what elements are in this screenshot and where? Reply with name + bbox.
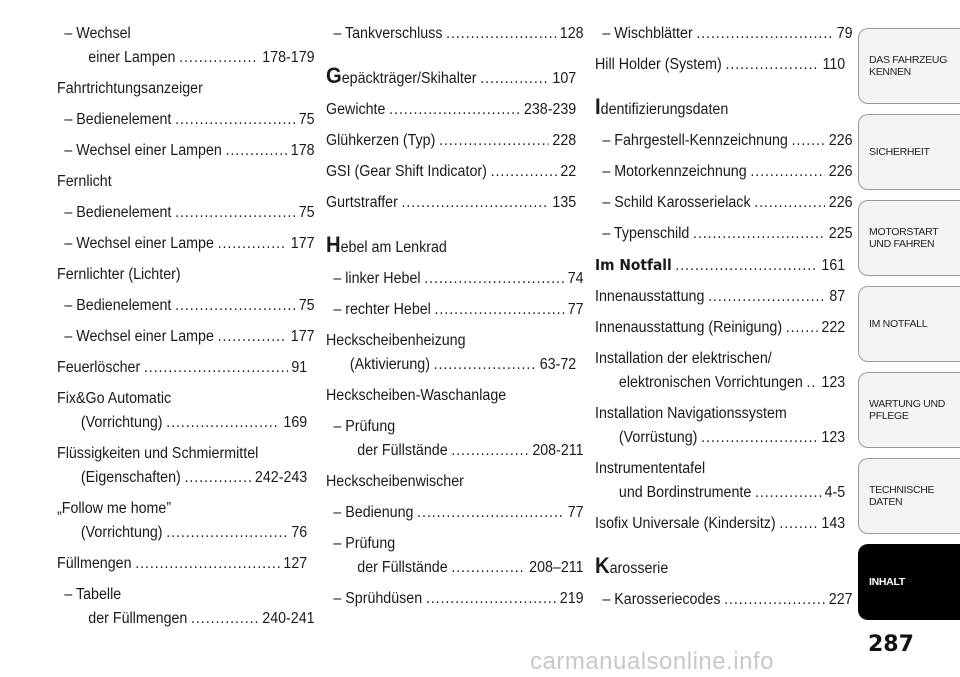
leader-dots bbox=[446, 22, 556, 46]
entry-text: der Füllstände bbox=[357, 442, 448, 459]
entry-row bbox=[595, 53, 845, 77]
index-entry bbox=[326, 532, 584, 580]
chapter-tab-label: INHALT bbox=[869, 576, 905, 588]
index-entry bbox=[595, 129, 853, 153]
entry-row bbox=[64, 46, 314, 70]
entry-row bbox=[57, 411, 307, 435]
entry-row bbox=[333, 556, 583, 580]
entry-text bbox=[595, 554, 668, 581]
leader-dots bbox=[779, 512, 817, 536]
entry-row bbox=[326, 384, 576, 408]
entry-page: 77 bbox=[567, 504, 584, 521]
entry-page: 227 bbox=[828, 591, 853, 608]
index-entry bbox=[595, 512, 845, 536]
entry-text: Heckscheiben-Waschanlage bbox=[326, 387, 507, 404]
entry-text: (Eigenschaften) bbox=[80, 469, 181, 486]
leader-dots bbox=[389, 98, 520, 122]
entry-text: der Füllstände bbox=[357, 559, 448, 576]
entry-page: 75 bbox=[298, 297, 315, 314]
leader-dots bbox=[451, 556, 525, 580]
watermark: carmanualsonline.info bbox=[530, 648, 774, 675]
entry-row bbox=[602, 191, 852, 215]
initial-letter: I bbox=[595, 94, 601, 119]
entry-row bbox=[64, 201, 314, 225]
entry-page: 143 bbox=[821, 515, 846, 532]
entry-row bbox=[326, 191, 576, 215]
entry-page: 127 bbox=[283, 555, 308, 572]
index-entry bbox=[326, 329, 576, 377]
entry-page: 107 bbox=[552, 70, 577, 87]
leader-dots bbox=[166, 521, 287, 545]
index-entry bbox=[595, 22, 853, 46]
entry-text: Fernlicht bbox=[57, 173, 112, 190]
index-entry bbox=[57, 583, 315, 631]
leader-dots bbox=[725, 53, 818, 77]
chapter-tab-label: WARTUNG UND PFLEGE bbox=[869, 398, 946, 422]
leader-dots bbox=[191, 607, 259, 631]
entry-text: – Tankverschluss bbox=[333, 25, 443, 42]
entry-text: Feuerlöscher bbox=[57, 359, 141, 376]
entry-page: 222 bbox=[821, 319, 846, 336]
entry-row bbox=[595, 253, 845, 278]
entry-line: – Wechsel bbox=[64, 25, 131, 42]
entry-text-rest: dentifizierungsdaten bbox=[600, 101, 729, 118]
entry-page: 123 bbox=[821, 429, 846, 446]
entry-page: 63-72 bbox=[539, 356, 577, 373]
index-entry bbox=[57, 108, 315, 132]
leader-dots bbox=[792, 129, 826, 153]
index-entry bbox=[57, 442, 307, 490]
entry-text: – Karosseriecodes bbox=[602, 591, 721, 608]
index-entry bbox=[57, 201, 315, 225]
entry-page: 226 bbox=[828, 194, 853, 211]
leader-dots bbox=[491, 160, 557, 184]
entry-page: 135 bbox=[552, 194, 577, 211]
entry-text: Fahrtrichtungsanzeiger bbox=[57, 80, 203, 97]
entry-row bbox=[57, 356, 307, 380]
entry-page: 228 bbox=[552, 132, 577, 149]
leader-dots bbox=[750, 160, 825, 184]
entry-text: – Motorkennzeichnung bbox=[602, 163, 747, 180]
entry-text: (Vorrichtung) bbox=[80, 524, 163, 541]
entry-text: – Bedienelement bbox=[64, 204, 172, 221]
entry-page: 4-5 bbox=[824, 484, 846, 501]
entry-text: Isofix Universale (Kindersitz) bbox=[595, 515, 776, 532]
index-entry bbox=[326, 415, 584, 463]
entry-text: (Vorrüstung) bbox=[618, 429, 698, 446]
leader-dots bbox=[175, 201, 295, 225]
entry-row bbox=[326, 470, 576, 494]
leader-dots bbox=[696, 22, 833, 46]
entry-row bbox=[57, 521, 307, 545]
entry-page: 77 bbox=[567, 301, 584, 318]
index-entry bbox=[57, 77, 307, 101]
entry-row bbox=[333, 439, 583, 463]
leader-dots bbox=[435, 298, 565, 322]
chapter-tab-label: IM NOTFALL bbox=[869, 318, 928, 330]
entry-page: 75 bbox=[298, 111, 315, 128]
leader-dots bbox=[218, 325, 288, 349]
entry-page: 178-179 bbox=[262, 49, 315, 66]
entry-line: Instrumententafel bbox=[595, 460, 706, 477]
entry-row bbox=[57, 170, 307, 194]
index-entry bbox=[595, 554, 845, 581]
entry-page: 177 bbox=[290, 235, 315, 252]
index-entry bbox=[326, 160, 576, 184]
entry-row bbox=[595, 554, 845, 581]
chapter-tabs bbox=[858, 28, 960, 638]
entry-text: – Bedienelement bbox=[64, 111, 172, 128]
entry-text: Hill Holder (System) bbox=[595, 56, 722, 73]
entry-row bbox=[326, 160, 576, 184]
entry-page: 226 bbox=[828, 163, 853, 180]
entry-text: – rechter Hebel bbox=[333, 301, 431, 318]
chapter-tab-label: DAS FAHRZEUG KENNEN bbox=[869, 54, 948, 78]
entry-row bbox=[595, 371, 845, 395]
leader-dots bbox=[135, 552, 280, 576]
entry-page: 22 bbox=[560, 163, 577, 180]
leader-dots bbox=[424, 267, 564, 291]
leader-dots bbox=[144, 356, 288, 380]
index-entry bbox=[595, 402, 845, 450]
entry-text: – Wischblätter bbox=[602, 25, 693, 42]
leader-dots bbox=[434, 353, 536, 377]
index-entry bbox=[595, 222, 853, 246]
entry-text: Gurtstraffer bbox=[326, 194, 398, 211]
chapter-tab[interactable] bbox=[858, 544, 960, 620]
chapter-tab[interactable] bbox=[858, 458, 960, 534]
index-entry bbox=[326, 191, 576, 215]
entry-text: Heckscheibenwischer bbox=[326, 473, 464, 490]
initial-letter: H bbox=[326, 232, 341, 257]
entry-row bbox=[333, 298, 583, 322]
entry-line: – Prüfung bbox=[333, 535, 396, 552]
entry-text: Gewichte bbox=[326, 101, 386, 118]
entry-row bbox=[602, 588, 852, 612]
entry-row bbox=[333, 587, 583, 611]
leader-dots bbox=[708, 285, 826, 309]
chapter-tab[interactable] bbox=[858, 372, 960, 448]
leader-dots bbox=[755, 481, 821, 505]
index-entry bbox=[326, 470, 576, 494]
entry-row bbox=[64, 108, 314, 132]
index-entry bbox=[326, 98, 576, 122]
entry-text bbox=[326, 233, 447, 260]
entry-line: „Follow me home” bbox=[57, 500, 172, 517]
index-entry bbox=[57, 263, 307, 287]
entry-text: – Fahrgestell-Kennzeichnung bbox=[602, 132, 788, 149]
index-entry bbox=[595, 316, 845, 340]
index-entry bbox=[326, 64, 576, 91]
entry-row bbox=[602, 129, 852, 153]
entry-row bbox=[595, 285, 845, 309]
index-entry bbox=[595, 160, 853, 184]
leader-dots bbox=[754, 191, 825, 215]
entry-page: 87 bbox=[829, 288, 846, 305]
index-column-2 bbox=[326, 22, 584, 618]
entry-text: (Vorrichtung) bbox=[80, 414, 163, 431]
entry-text: Fernlichter (Lichter) bbox=[57, 266, 181, 283]
entry-text: – Wechsel einer Lampe bbox=[64, 328, 214, 345]
index-entry bbox=[595, 95, 845, 122]
chapter-tab[interactable] bbox=[858, 286, 960, 362]
chapter-tab[interactable] bbox=[858, 200, 960, 276]
index-entry bbox=[595, 53, 845, 77]
entry-text: Glühkerzen (Typ) bbox=[326, 132, 436, 149]
index-entry bbox=[57, 387, 307, 435]
index-entry bbox=[57, 22, 315, 70]
chapter-tab-label: MOTORSTART UND FAHREN bbox=[869, 226, 939, 250]
entry-row bbox=[602, 22, 852, 46]
index-entry bbox=[595, 588, 853, 612]
entry-row bbox=[57, 77, 307, 101]
entry-text-rest: epäckträger/Skihalter bbox=[341, 70, 477, 87]
entry-page: 91 bbox=[291, 359, 308, 376]
entry-text: der Füllmengen bbox=[88, 610, 188, 627]
leader-dots bbox=[439, 129, 549, 153]
entry-text-rest: arosserie bbox=[609, 560, 669, 577]
index-entry bbox=[595, 347, 845, 395]
entry-page: 208–211 bbox=[529, 559, 584, 576]
entry-page: 74 bbox=[567, 270, 584, 287]
entry-text: elektronischen Vorrichtungen bbox=[618, 374, 803, 391]
leader-dots bbox=[724, 588, 825, 612]
index-entry bbox=[57, 170, 307, 194]
initial-letter: K bbox=[595, 553, 610, 578]
index-entry bbox=[57, 325, 315, 349]
entry-row bbox=[57, 552, 307, 576]
entry-text: – Bedienung bbox=[333, 504, 414, 521]
index-column-1 bbox=[57, 22, 315, 638]
entry-line: Installation der elektrischen/ bbox=[595, 350, 772, 367]
leader-dots bbox=[179, 46, 258, 70]
leader-dots bbox=[786, 316, 818, 340]
entry-row bbox=[333, 267, 583, 291]
entry-text: Innenausstattung (Reinigung) bbox=[595, 319, 783, 336]
entry-row bbox=[595, 426, 845, 450]
leader-dots bbox=[175, 294, 295, 318]
chapter-tab-label: SICHERHEIT bbox=[869, 146, 930, 158]
entry-page: 128 bbox=[559, 25, 584, 42]
leader-dots bbox=[218, 232, 288, 256]
entry-text: – Wechsel einer Lampen bbox=[64, 142, 222, 159]
entry-page: 169 bbox=[283, 414, 308, 431]
leader-dots bbox=[426, 587, 556, 611]
entry-text: und Bordinstrumente bbox=[618, 484, 752, 501]
entry-row bbox=[326, 98, 576, 122]
entry-row bbox=[64, 325, 314, 349]
entry-text bbox=[595, 95, 728, 122]
index-entry bbox=[57, 139, 315, 163]
entry-page: 79 bbox=[836, 25, 853, 42]
chapter-tab[interactable] bbox=[858, 28, 960, 104]
entry-text: – linker Hebel bbox=[333, 270, 421, 287]
leader-dots bbox=[402, 191, 549, 215]
entry-page: 178 bbox=[290, 142, 315, 159]
leader-dots bbox=[166, 411, 280, 435]
leader-dots bbox=[675, 254, 817, 278]
leader-dots bbox=[701, 426, 818, 450]
index-entry bbox=[326, 501, 584, 525]
entry-row bbox=[602, 222, 852, 246]
leader-dots bbox=[417, 501, 564, 525]
entry-row bbox=[595, 316, 845, 340]
entry-row bbox=[595, 481, 845, 505]
index-entry bbox=[57, 232, 315, 256]
entry-text: (Aktivierung) bbox=[349, 356, 430, 373]
entry-text: Im Notfall bbox=[595, 256, 672, 274]
index-entry bbox=[326, 384, 576, 408]
initial-letter: G bbox=[326, 63, 342, 88]
entry-row bbox=[64, 232, 314, 256]
index-entry bbox=[326, 298, 584, 322]
index-entry bbox=[326, 587, 584, 611]
entry-page: 226 bbox=[828, 132, 853, 149]
entry-row bbox=[64, 139, 314, 163]
entry-row bbox=[57, 466, 307, 490]
entry-page: 177 bbox=[290, 328, 315, 345]
entry-page: 76 bbox=[291, 524, 308, 541]
index-entry bbox=[326, 129, 576, 153]
entry-page: 242-243 bbox=[254, 469, 308, 486]
leader-dots bbox=[226, 139, 288, 163]
entry-text: – Sprühdüsen bbox=[333, 590, 423, 607]
index-entry bbox=[326, 22, 584, 46]
entry-text: – Typenschild bbox=[602, 225, 690, 242]
index-entry bbox=[595, 253, 845, 278]
entry-text bbox=[326, 64, 477, 91]
entry-page: 240-241 bbox=[262, 610, 315, 627]
entry-text: GSI (Gear Shift Indicator) bbox=[326, 163, 487, 180]
index-entry bbox=[595, 191, 853, 215]
entry-row bbox=[333, 22, 583, 46]
entry-line: – Tabelle bbox=[64, 586, 122, 603]
entry-text: – Bedienelement bbox=[64, 297, 172, 314]
entry-row bbox=[64, 607, 314, 631]
entry-row bbox=[326, 233, 576, 260]
leader-dots bbox=[451, 439, 528, 463]
entry-row bbox=[326, 129, 576, 153]
index-entry bbox=[595, 285, 845, 309]
index-entry bbox=[57, 356, 307, 380]
leader-dots bbox=[480, 67, 549, 91]
entry-row bbox=[602, 160, 852, 184]
index-entry bbox=[326, 267, 584, 291]
leader-dots bbox=[184, 466, 251, 490]
index-entry bbox=[57, 294, 315, 318]
leader-dots bbox=[807, 371, 818, 395]
entry-line: – Prüfung bbox=[333, 418, 396, 435]
entry-row bbox=[326, 64, 576, 91]
chapter-tab-label: TECHNISCHE DATEN bbox=[869, 484, 935, 508]
entry-row bbox=[333, 501, 583, 525]
chapter-tab[interactable] bbox=[858, 114, 960, 190]
entry-page: 219 bbox=[559, 590, 584, 607]
entry-text-rest: ebel am Lenkrad bbox=[340, 239, 447, 256]
entry-text: Füllmengen bbox=[57, 555, 132, 572]
leader-dots bbox=[693, 222, 825, 246]
index-column-3 bbox=[595, 22, 853, 619]
entry-page: 75 bbox=[298, 204, 315, 221]
leader-dots bbox=[175, 108, 295, 132]
entry-page: 123 bbox=[821, 374, 846, 391]
entry-text: Innenausstattung bbox=[595, 288, 705, 305]
index-entry bbox=[57, 497, 307, 545]
entry-line: Heckscheibenheizung bbox=[326, 332, 466, 349]
entry-line: Flüssigkeiten und Schmiermittel bbox=[57, 445, 259, 462]
entry-row bbox=[595, 512, 845, 536]
entry-text: – Schild Karosserielack bbox=[602, 194, 751, 211]
index-entry bbox=[595, 457, 845, 505]
entry-page: 161 bbox=[821, 257, 846, 274]
entry-page: 225 bbox=[828, 225, 853, 242]
entry-text: – Wechsel einer Lampe bbox=[64, 235, 214, 252]
entry-line: Fix&Go Automatic bbox=[57, 390, 172, 407]
entry-row bbox=[595, 95, 845, 122]
entry-page: 238-239 bbox=[523, 101, 577, 118]
entry-page: 208-211 bbox=[532, 442, 584, 459]
entry-row bbox=[57, 263, 307, 287]
entry-row bbox=[64, 294, 314, 318]
entry-text: einer Lampen bbox=[88, 49, 176, 66]
index-entry bbox=[57, 552, 307, 576]
index-entry bbox=[326, 233, 576, 260]
page-number: 287 bbox=[868, 632, 914, 657]
entry-line: Installation Navigationssystem bbox=[595, 405, 787, 422]
entry-row bbox=[326, 353, 576, 377]
entry-page: 110 bbox=[822, 56, 846, 73]
